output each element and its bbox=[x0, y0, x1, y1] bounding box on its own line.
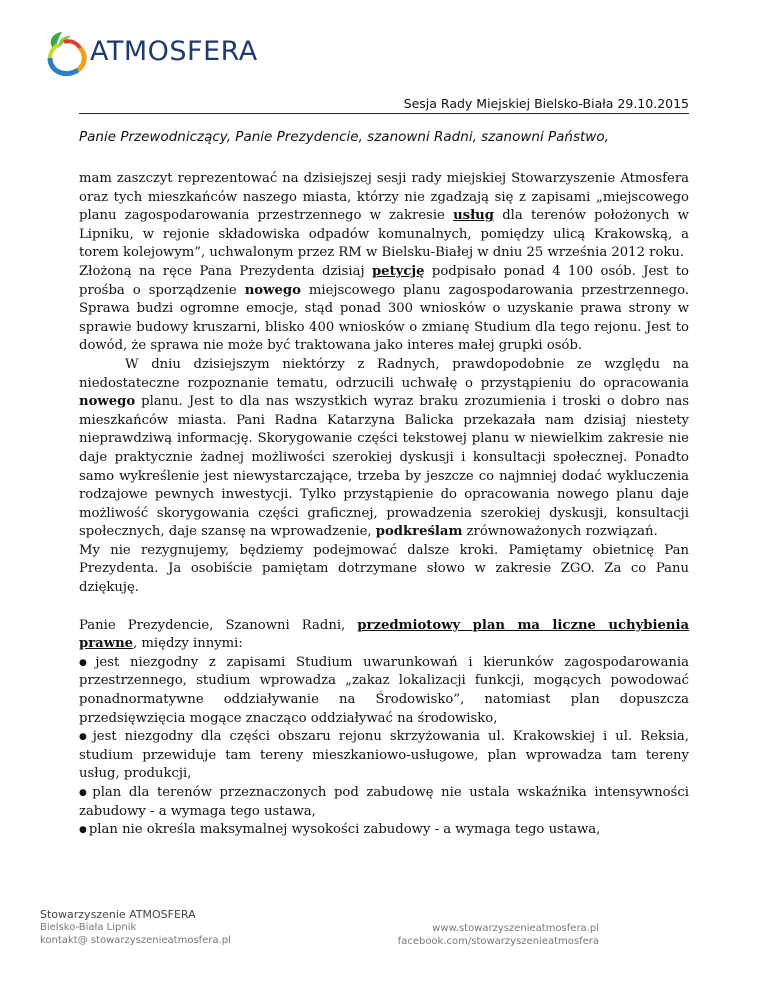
footer-contact bbox=[40, 908, 231, 947]
paragraph-council: W dniu dzisiejszym niektórzy z Radnych, prawdopodobnie ze względu na niedostateczne rozpoznanie tematu, odrzucili uchwałę o przystąpieniu do opracowania nowego planu. Jest to dla nas wszystkich wyraz braku zrozumienia i troski o dobro nas mieszkańców miasta. Pani Radna Katarzyna Balicka przekazała nam dzisiaj niestety nieprawdziwą informację. Skorygowanie części tekstowej planu w niewielkim zakresie nie daje praktycznie żadnej możliwości szerokiej dyskusji i konsultacji społecznej. Ponadto samo wykreślenie jest niewystarczające, trzeba by jeszcze co najmniej dodać wykluczenia rodzajowe pewnych inwestycji. Tylko przystąpienie do opracowania nowego planu daje możliwość skorygowania części graficznej, prowadzenia szerokiej dyskusji, konsultacji społecznych, daje szansę na wprowadzenie, podkreślam zrównoważonych rozwiązań. bbox=[79, 356, 689, 540]
paragraph-deficiencies: Panie Prezydencie, Szanowni Radni, przedmiotowy plan ma liczne uchybienia prawne, między innymi: bbox=[79, 617, 689, 652]
greeting: Panie Przewodniczący, Panie Prezydencie, szanowni Radni, szanowni Państwo, bbox=[79, 129, 609, 145]
bullet-item: ● jest niezgodny dla części obszaru rejonu skrzyżowania ul. Krakowskiej i ul. Reksia, studium przewiduje tam tereny mieszkaniowo-usługowe, plan wprowadza tam tereny usług, produkcji, bbox=[79, 728, 689, 784]
footer-email[interactable]: kontakt@ stowarzyszenieatmosfera.pl bbox=[40, 935, 231, 946]
bullet-item: ● jest niezgodny z zapisami Studium uwarunkowań i kierunków zagospodarowania przestrzennego, studium wprowadza „zakaz lokalizacji funkcji, mogących powodować ponadnormatywne oddziaływanie na Środowisko”, natomiast plan dopuszcza przedsięwzięcia mogące znacząco oddziaływać na środowisko, bbox=[79, 654, 689, 728]
footer-links bbox=[398, 922, 599, 948]
paragraph-closing: My nie rezygnujemy, będziemy podejmować dalsze kroki. Pamiętamy obietnicę Pan Prezydenta. Ja osobiście pamiętam dotrzymane słowo w zakresie ZGO. Za co Panu dziękuję. bbox=[79, 542, 689, 596]
session-header: Sesja Rady Miejskiej Bielsko-Biała 29.10.2015 bbox=[79, 96, 689, 114]
logo-wordmark: ATMOSFERA bbox=[90, 36, 258, 67]
paragraph-petition: Złożoną na ręce Pana Prezydenta dzisiaj petycję podpisało ponad 4 100 osób. Jest to prośba o sporządzenie nowego miejscowego planu zagospodarowania przestrzennego. Sprawa budzi ogromne emocje, stąd ponad 300 wniosków o uzyskanie prawa strony w sprawie budowy kruszarni, blisko 400 wniosków o zmianę Studium dla tego rejonu. Jest to dowód, że sprawa nie może być traktowana jako interes małej grupki osób. bbox=[79, 263, 690, 354]
footer-website-link[interactable]: www.stowarzyszenieatmosfera.pl bbox=[432, 923, 599, 934]
footer-facebook-link[interactable]: facebook.com/stowarzyszenieatmosfera bbox=[397, 936, 599, 947]
bullet-item: ● plan dla terenów przeznaczonych pod zabudowę nie ustala wskaźnika intensywności zabudowy - a wymaga tego ustawa, bbox=[79, 784, 689, 821]
footer-city: Bielsko-Biała Lipnik bbox=[40, 922, 137, 933]
paragraph-intro: mam zaszczyt reprezentować na dzisiejszej sesji rady miejskiej Stowarzyszenie Atmosfera oraz tych mieszkańców naszego miasta, którzy nie zgadzają się z zapisami „miejscowego planu zagospodarowania przestrzennego w zakresie usług dla terenów położonych w Lipniku, w rejonie składowiska odpadów komunalnych, pomiędzy ulicą Krakowską, a torem kolejowym”, uchwalonym przez RM w Bielsku-Białej w dniu 25 września 2012 roku. bbox=[79, 171, 689, 261]
atmosfera-logo bbox=[44, 28, 304, 78]
bullet-item: ● plan nie określa maksymalnej wysokości zabudowy - a wymaga tego ustawa, bbox=[79, 821, 689, 840]
letter-body bbox=[79, 170, 689, 840]
footer-org: Stowarzyszenie ATMOSFERA bbox=[40, 908, 196, 921]
